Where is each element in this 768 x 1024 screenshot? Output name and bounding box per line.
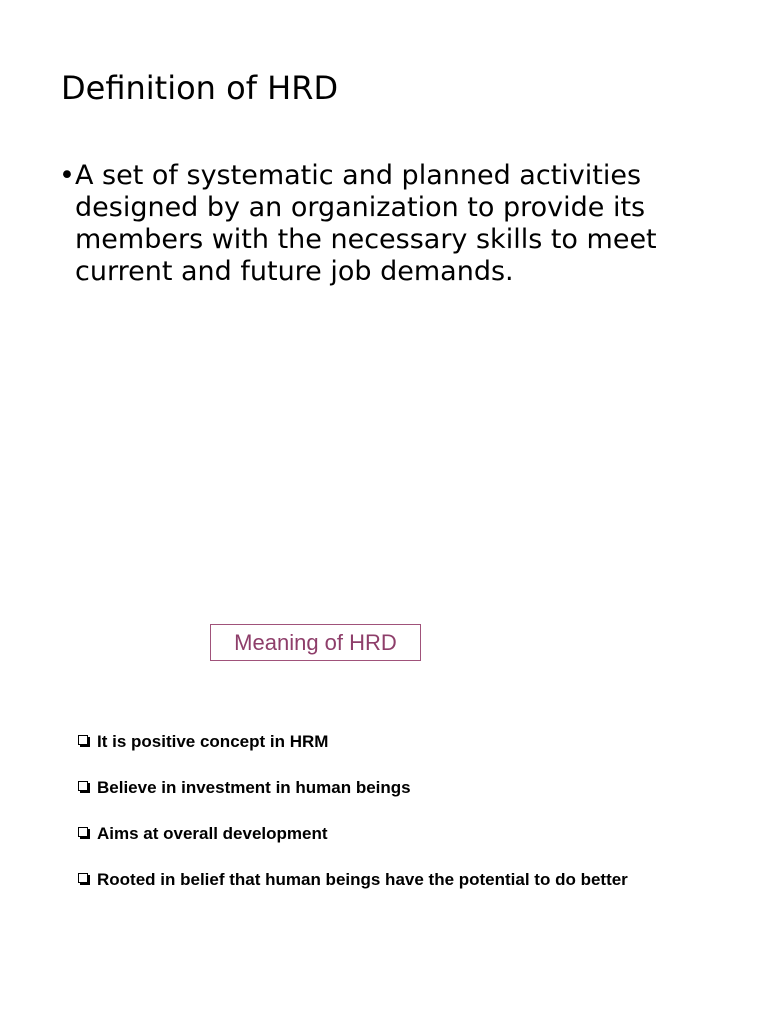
hrd-points-list — [78, 730, 628, 914]
meaning-of-hrd-box — [210, 624, 421, 661]
checkbox-icon — [78, 873, 88, 883]
definition-text: A set of systematic and planned activities designed by an organization to provide its members with the necessary skills to meet current and future job demands. — [75, 160, 657, 287]
checkbox-icon — [78, 735, 88, 745]
bullet-mark: • — [59, 160, 75, 191]
list-item-text: Believe in investment in human beings — [97, 778, 411, 797]
checkbox-icon — [78, 781, 88, 791]
list-item-text: Rooted in belief that human beings have the potential to do better — [97, 870, 628, 889]
list-item-text: Aims at overall development — [97, 824, 328, 843]
list-item — [78, 822, 628, 846]
meaning-of-hrd-label: Meaning of HRD — [234, 629, 397, 655]
list-item — [78, 776, 628, 800]
list-item — [78, 730, 628, 754]
list-item — [78, 868, 628, 892]
definition-bullet — [59, 160, 739, 288]
list-item-text: It is positive concept in HRM — [97, 732, 329, 751]
slide-title: Definition of HRD — [61, 69, 339, 107]
checkbox-icon — [78, 827, 88, 837]
